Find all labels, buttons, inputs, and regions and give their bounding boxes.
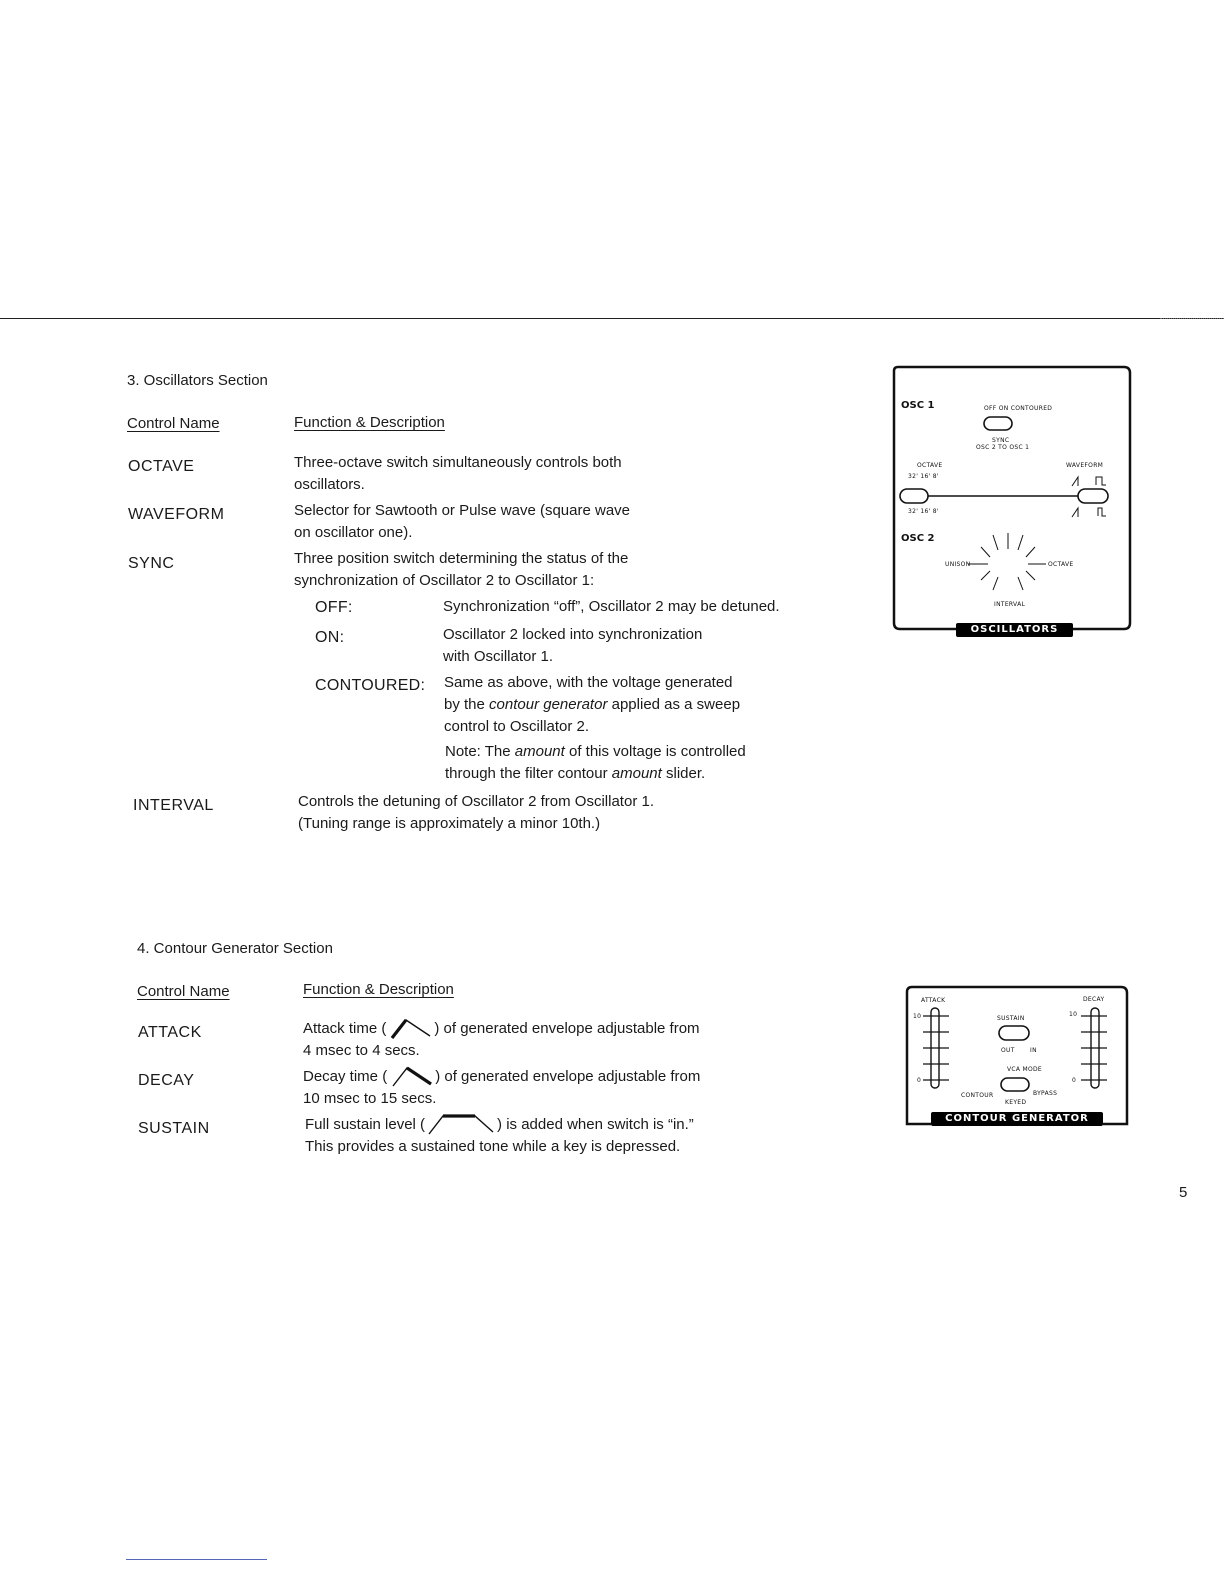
sync-control-name: SYNC (128, 555, 175, 572)
sync-on-label: ON: (315, 629, 345, 646)
contour-panel-drawing (903, 984, 1131, 1129)
unison-label: UNISON (945, 561, 971, 568)
vca-keyed-label: KEYED (1005, 1099, 1027, 1106)
attack-envelope-icon (386, 1018, 434, 1040)
sync-panel-label: SYNC (992, 437, 1010, 444)
sync-off-label: OFF: (315, 599, 353, 616)
sustain-in-label: IN (1030, 1047, 1037, 1054)
oscillators-section-title: 3. Oscillators Section (127, 372, 268, 389)
oscillators-panel-diagram (888, 365, 1132, 640)
sustain-control-name: SUSTAIN (138, 1120, 210, 1137)
osc2-label: OSC 2 (901, 533, 935, 544)
octave-feet-osc2: 32' 16' 8' (908, 508, 939, 515)
decay-max-label: 10 (1069, 1011, 1078, 1018)
attack-panel-label: ATTACK (921, 997, 946, 1004)
sustain-panel-label: SUSTAIN (997, 1015, 1025, 1022)
octave-panel-label: OCTAVE (917, 462, 943, 469)
sync-positions-label: OFF ON CONTOURED (984, 405, 1053, 412)
contour-generator-banner: CONTOUR GENERATOR (931, 1112, 1103, 1126)
waveform-description: Selector for Sawtooth or Pulse wave (square wave on oscillator one). (294, 502, 630, 541)
attack-description: Attack time ( ) of generated envelope adjustable from 4 msec to 4 secs. (303, 1020, 700, 1060)
contour-col-function: Function & Description (303, 981, 454, 998)
octave-description: Three-octave switch simultaneously controls both oscillators. (294, 454, 622, 493)
contour-col-control-name: Control Name (137, 983, 230, 1000)
attack-max-label: 10 (913, 1013, 922, 1020)
top-divider-dotted (1160, 318, 1224, 319)
sync-off-description: Synchronization “off”, Oscillator 2 may be detuned. (443, 598, 780, 615)
osc-col-control-name: Control Name (127, 415, 220, 432)
contour-generator-panel-diagram (903, 984, 1131, 1129)
sync-sub-label: OSC 2 TO OSC 1 (976, 444, 1030, 451)
interval-description: Controls the detuning of Oscillator 2 from Oscillator 1. (Tuning range is approximately a minor 10th.) (298, 793, 654, 832)
interval-panel-label: INTERVAL (994, 601, 1026, 608)
decay-envelope-icon (387, 1066, 435, 1088)
decay-control-name: DECAY (138, 1072, 195, 1089)
decay-panel-label: DECAY (1083, 996, 1105, 1003)
oscillators-banner: OSCILLATORS (956, 623, 1073, 637)
attack-control-name: ATTACK (138, 1024, 202, 1041)
waveform-control-name: WAVEFORM (128, 506, 225, 523)
sync-description: Three position switch determining the status of the synchronization of Oscillator 2 to Oscillator 1: (294, 550, 629, 589)
page-number: 5 (1179, 1184, 1188, 1201)
sustain-description: Full sustain level ( ) is added when switch is “in.” This provides a sustained tone while a key is depressed. (305, 1116, 694, 1156)
decay-min-label: 0 (1072, 1077, 1077, 1084)
sync-contoured-description: Same as above, with the voltage generated by the contour generator applied as a sweep control to Oscillator 2. (444, 674, 741, 735)
osc-col-function: Function & Description (294, 414, 445, 431)
waveform-panel-label: WAVEFORM (1066, 462, 1104, 469)
vca-mode-label: VCA MODE (1007, 1066, 1043, 1073)
top-divider (0, 318, 1224, 319)
sustain-envelope-icon (425, 1114, 497, 1136)
sync-on-description: Oscillator 2 locked into synchronization with Oscillator 1. (443, 626, 703, 665)
vca-bypass-label: BYPASS (1033, 1090, 1058, 1097)
attack-min-label: 0 (917, 1077, 922, 1084)
octave-feet-osc1: 32' 16' 8' (908, 473, 939, 480)
sync-contoured-label: CONTOURED: (315, 677, 426, 694)
footnote-rule (126, 1559, 267, 1560)
octave-interval-label: OCTAVE (1048, 561, 1074, 568)
interval-control-name: INTERVAL (133, 797, 214, 814)
sustain-out-label: OUT (1001, 1047, 1015, 1054)
osc1-label: OSC 1 (901, 400, 935, 411)
vca-contour-label: CONTOUR (961, 1092, 994, 1099)
contour-section-title: 4. Contour Generator Section (137, 940, 333, 957)
decay-description: Decay time ( ) of generated envelope adjustable from 10 msec to 15 secs. (303, 1068, 701, 1108)
sync-note: Note: The amount of this voltage is controlled through the filter contour amount slider. (445, 743, 746, 782)
octave-control-name: OCTAVE (128, 458, 195, 475)
